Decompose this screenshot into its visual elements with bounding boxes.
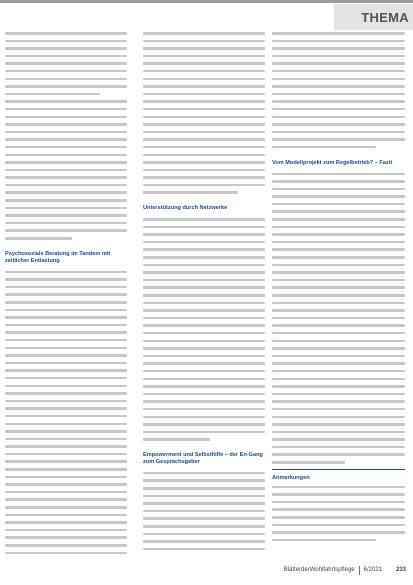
column-2 (143, 32, 265, 555)
section-heading: Psychosoziale Beratung im Tandem mit zeitlicher Entlastung (5, 250, 111, 264)
body-text-3 (143, 32, 265, 199)
top-rule (0, 0, 413, 3)
page-footer (0, 555, 413, 585)
body-text-7 (272, 173, 405, 469)
journal-title: BlätterderWohlfahrtspflege (283, 567, 355, 573)
body-text-6 (272, 32, 405, 154)
notes-text (272, 486, 405, 547)
page-number: 233 (395, 567, 406, 573)
body-text-1 (5, 32, 127, 245)
section-label: THEMA (361, 9, 409, 25)
body-text-4 (143, 218, 265, 446)
body-text-5 (143, 472, 265, 555)
section-heading: Vom Modellprojekt zum Regelbetrieb? – Fazit (272, 159, 393, 166)
issue-number: 6/2021 (363, 567, 382, 573)
notes-rule (272, 469, 405, 470)
section-heading: Unterstützung durch Netzwerke (143, 205, 228, 212)
section-tab (334, 4, 413, 30)
notes-heading: Anmerkungen (272, 474, 310, 481)
column-3 (272, 32, 405, 555)
column-1 (5, 32, 127, 555)
section-heading: Empowerment und Selbsthilfe – der En-Gang zum Gesprächsgeber (143, 451, 263, 465)
body-text-2 (5, 271, 127, 555)
footer-separator (359, 566, 360, 575)
